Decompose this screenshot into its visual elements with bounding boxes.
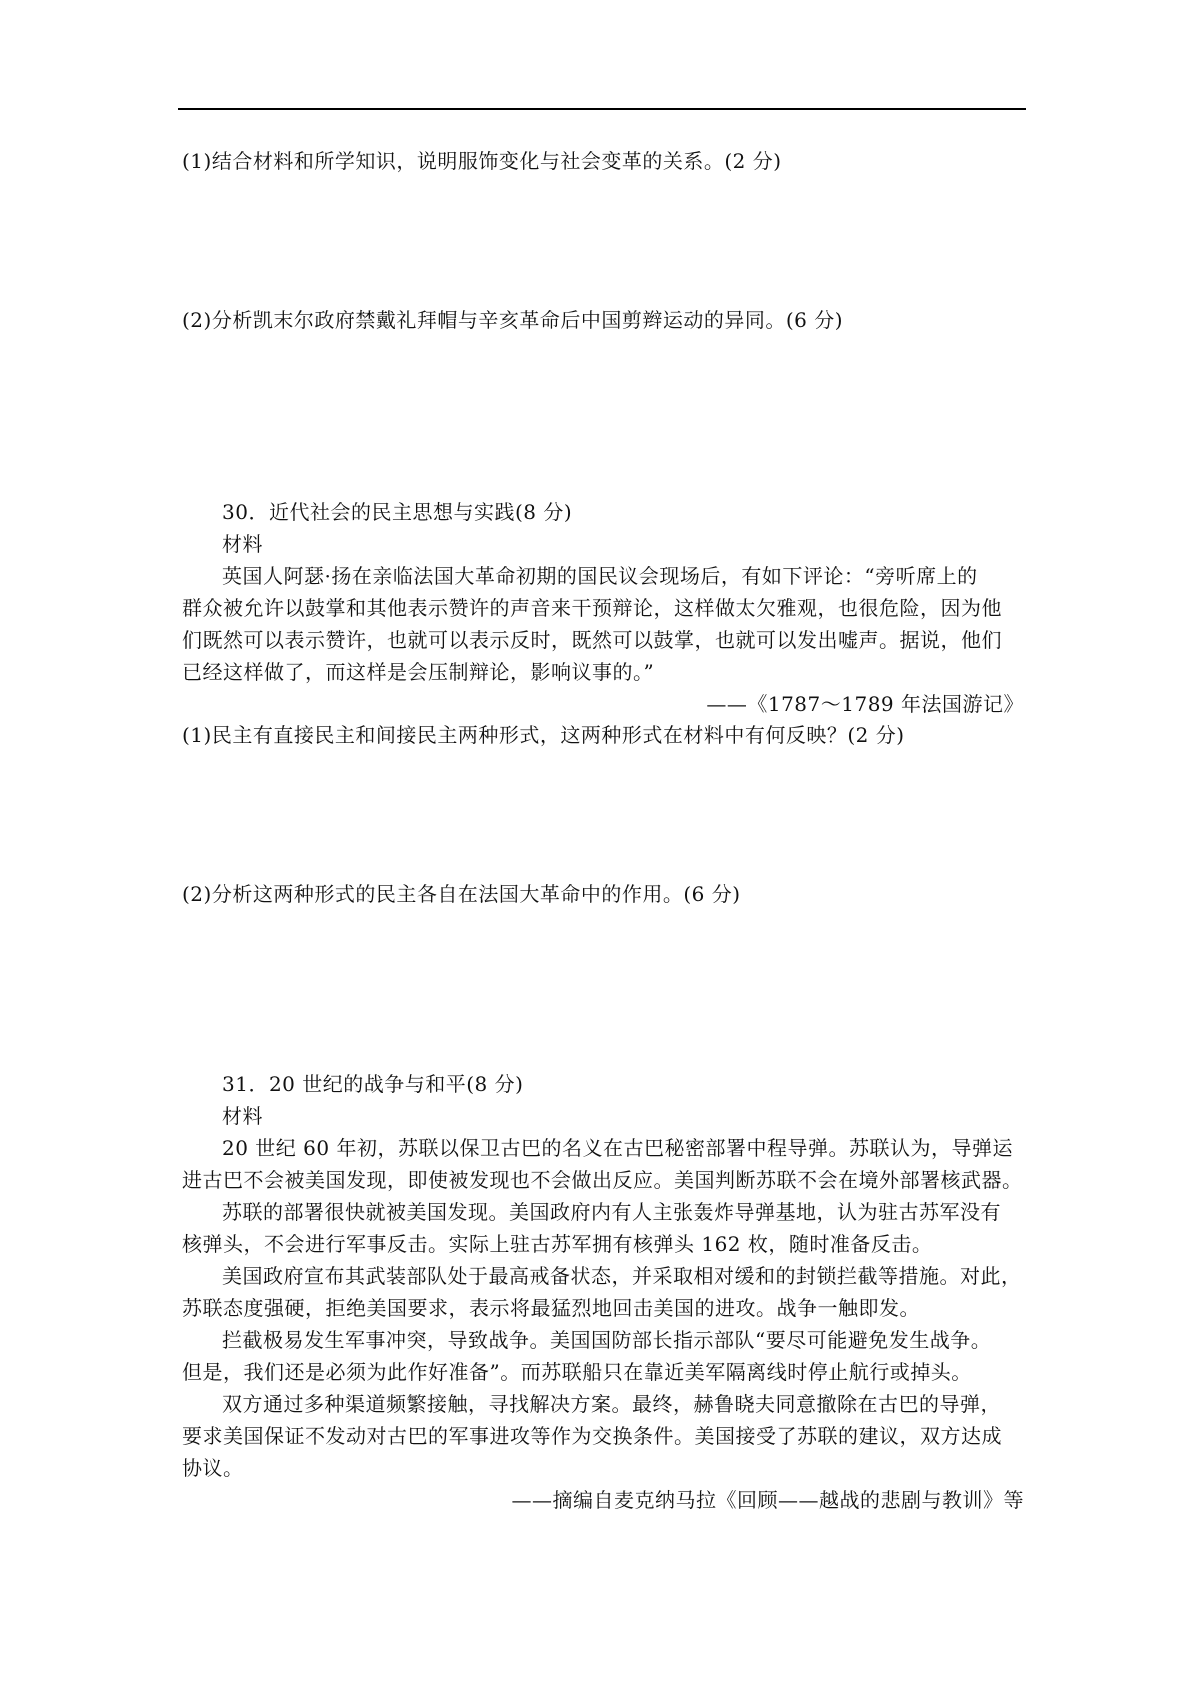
q31-material-line: 要求美国保证不发动对古巴的军事进攻等作为交换条件。美国接受了苏联的建议，双方达成 xyxy=(182,1424,1002,1448)
q31-material-line: 拦截极易发生军事冲突，导致战争。美国国防部长指示部队“要尽可能避免发生战争。 xyxy=(222,1328,992,1352)
q31-material-line: 双方通过多种渠道频繁接触，寻找解决方案。最终，赫鲁晓夫同意撤除在古巴的导弹， xyxy=(222,1392,1001,1416)
q31-material-line: 苏联的部署很快就被美国发现。美国政府内有人主张轰炸导弹基地，认为驻古苏军没有 xyxy=(222,1200,1001,1224)
q31-material-line: 但是，我们还是必须为此作好准备”。而苏联船只在靠近美军隔离线时停止航行或掉头。 xyxy=(182,1360,972,1384)
q29-sub2: (2)分析凯末尔政府禁戴礼拜帽与辛亥革命后中国剪辫运动的异同。(6 分) xyxy=(182,308,844,332)
q31-source: ——摘编自麦克纳马拉《回顾——越战的悲剧与教训》等 xyxy=(511,1488,1024,1512)
q30-material-label: 材料 xyxy=(222,532,263,556)
q31-material-line: 苏联态度强硬，拒绝美国要求，表示将最猛烈地回击美国的进攻。战争一触即发。 xyxy=(182,1296,920,1320)
header-rule xyxy=(178,108,1026,110)
q31-material-line: 协议。 xyxy=(182,1456,244,1480)
q31-material-line: 20 世纪 60 年初，苏联以保卫古巴的名义在古巴秘密部署中程导弹。苏联认为，导弹运 xyxy=(222,1136,1013,1160)
q31-title: 31．20 世纪的战争与和平(8 分) xyxy=(222,1072,524,1096)
q30-material-line: 们既然可以表示赞许，也就可以表示反时，既然可以鼓掌，也就可以发出嘘声。据说，他们 xyxy=(182,628,1002,652)
q31-material-line: 美国政府宣布其武装部队处于最高戒备状态，并采取相对缓和的封锁拦截等措施。对此， xyxy=(222,1264,1022,1288)
q31-material-line: 进古巴不会被美国发现，即使被发现也不会做出反应。美国判断苏联不会在境外部署核武器。 xyxy=(182,1168,1023,1192)
q30-title: 30．近代社会的民主思想与实践(8 分) xyxy=(222,500,573,524)
q30-source: ——《1787～1789 年法国游记》 xyxy=(706,692,1024,716)
q29-sub1: (1)结合材料和所学知识，说明服饰变化与社会变革的关系。(2 分) xyxy=(182,149,782,173)
q30-material-line: 群众被允许以鼓掌和其他表示赞许的声音来干预辩论，这样做太欠雅观，也很危险，因为他 xyxy=(182,596,1002,620)
q30-material-line: 已经这样做了，而这样是会压制辩论，影响议事的。” xyxy=(182,660,655,684)
q30-sub2: (2)分析这两种形式的民主各自在法国大革命中的作用。(6 分) xyxy=(182,882,741,906)
q30-material-line: 英国人阿瑟·扬在亲临法国大革命初期的国民议会现场后，有如下评论：“旁听席上的 xyxy=(222,564,978,588)
q30-sub1: (1)民主有直接民主和间接民主两种形式，这两种形式在材料中有何反映？(2 分) xyxy=(182,723,905,747)
q31-material-line: 核弹头，不会进行军事反击。实际上驻古苏军拥有核弹头 162 枚，随时准备反击。 xyxy=(182,1232,933,1256)
q31-material-label: 材料 xyxy=(222,1104,263,1128)
